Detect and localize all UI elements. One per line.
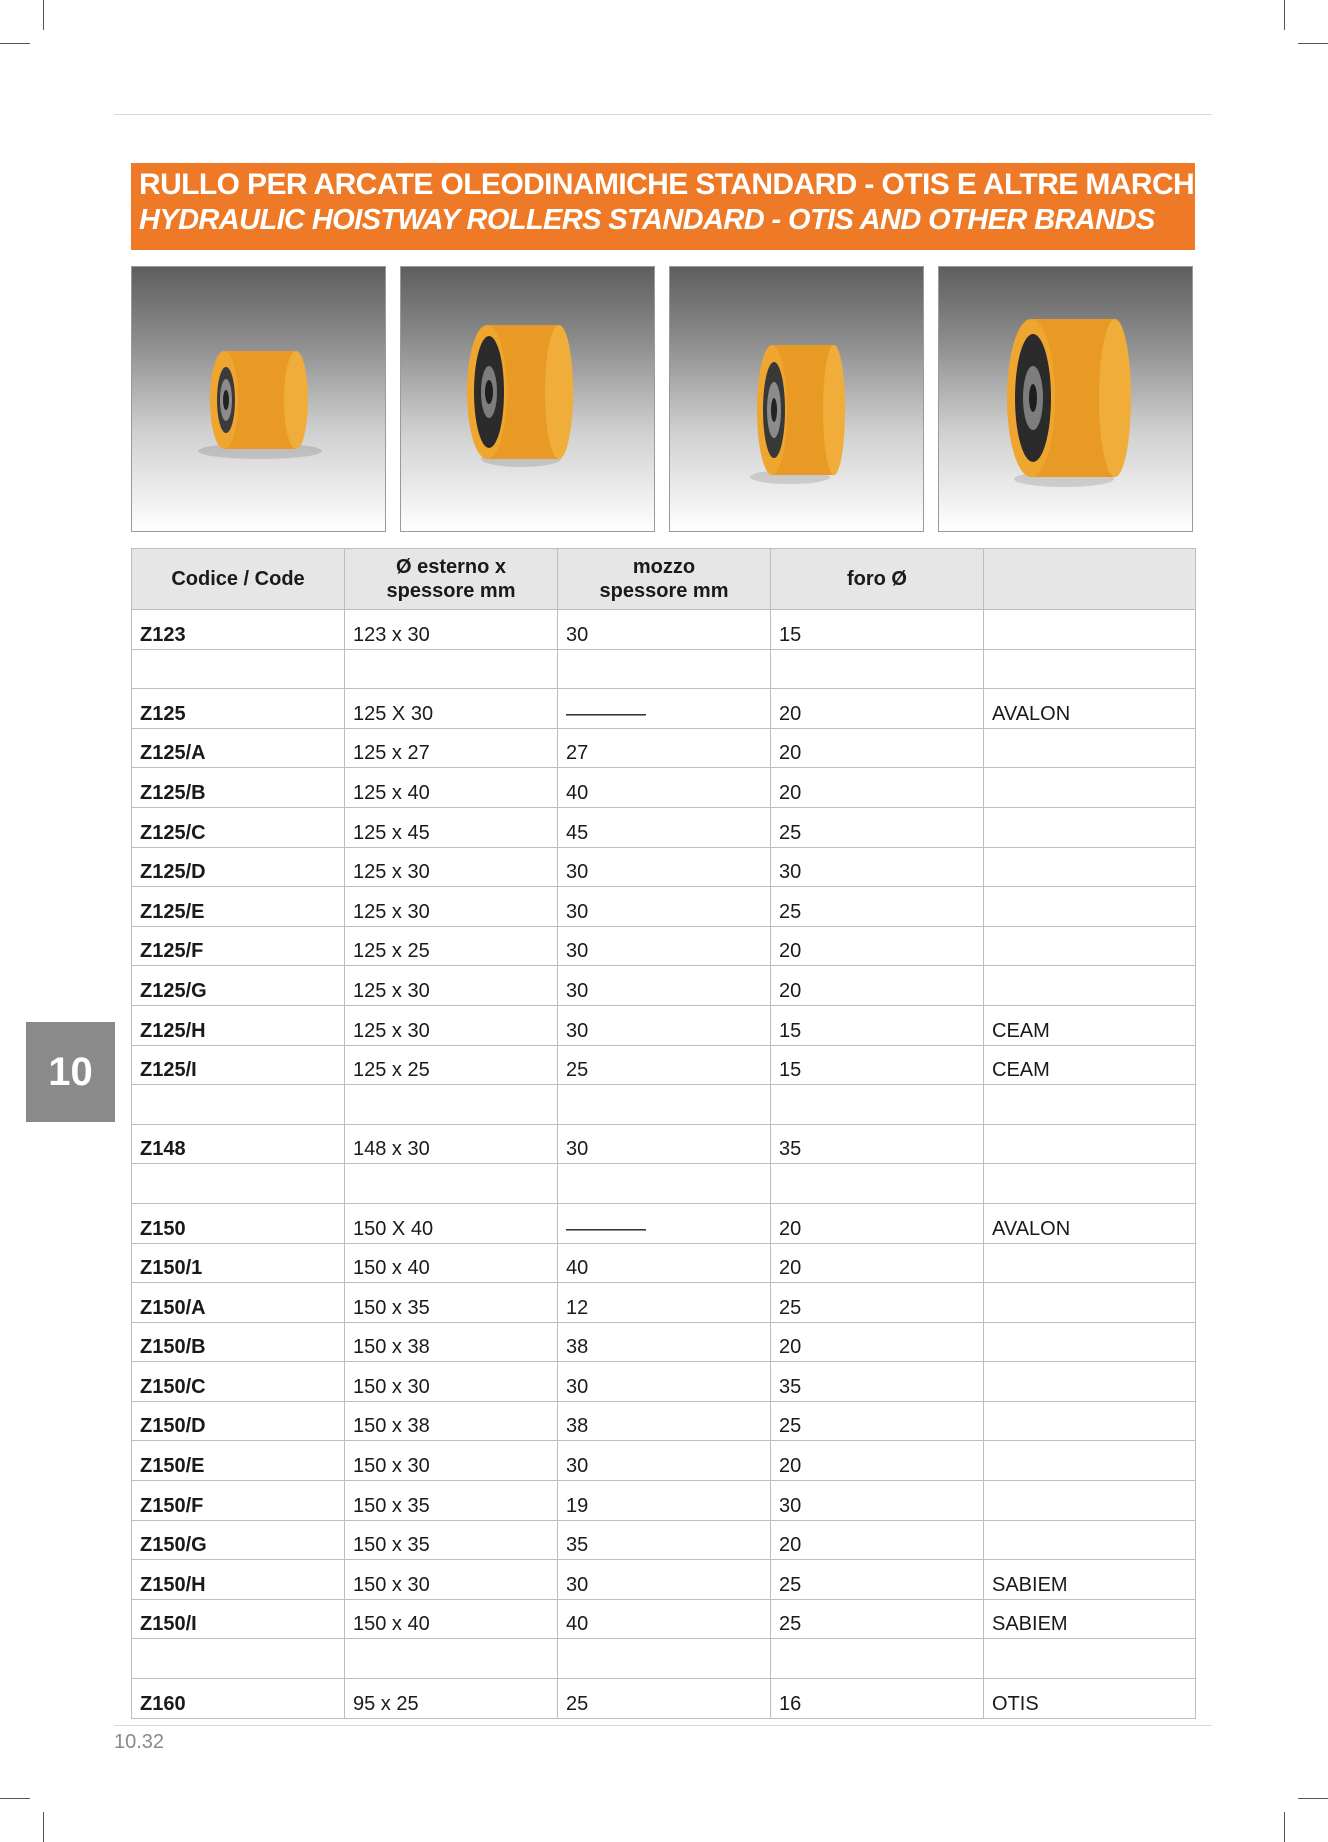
cell-code: Z125/C xyxy=(132,807,345,847)
cell-size: 150 x 38 xyxy=(345,1322,558,1362)
table-row xyxy=(132,926,1196,966)
cell-size: 95 x 25 xyxy=(345,1679,558,1719)
cell-bore: 20 xyxy=(771,1441,984,1481)
table-row xyxy=(132,1005,1196,1045)
cell-hub: 25 xyxy=(558,1679,771,1719)
cell-code: Z125/H xyxy=(132,1005,345,1045)
cell-bore: 20 xyxy=(771,1520,984,1560)
cell-hub xyxy=(558,1085,771,1125)
cell-code: Z150/I xyxy=(132,1599,345,1639)
column-header-code: Codice / Code xyxy=(132,549,345,610)
table-row xyxy=(132,1164,1196,1204)
cell-code: Z150/F xyxy=(132,1481,345,1521)
table-row xyxy=(132,1441,1196,1481)
cell-size: 150 x 30 xyxy=(345,1441,558,1481)
cell-hub: 30 xyxy=(558,610,771,650)
cell-brand xyxy=(984,610,1196,650)
table-row xyxy=(132,1085,1196,1125)
table-row xyxy=(132,768,1196,808)
cell-code: Z148 xyxy=(132,1124,345,1164)
table-row xyxy=(132,1124,1196,1164)
cell-size: 150 x 35 xyxy=(345,1481,558,1521)
cell-size: 123 x 30 xyxy=(345,610,558,650)
cell-code: Z150/G xyxy=(132,1520,345,1560)
cell-hub: 30 xyxy=(558,887,771,927)
crop-mark xyxy=(1298,43,1328,44)
cell-bore: 20 xyxy=(771,1243,984,1283)
cell-brand xyxy=(984,1164,1196,1204)
cell-bore xyxy=(771,1639,984,1679)
cell-brand xyxy=(984,1639,1196,1679)
table-row xyxy=(132,1481,1196,1521)
cell-size: 125 x 40 xyxy=(345,768,558,808)
cell-code: Z125 xyxy=(132,689,345,729)
cell-size: 125 x 30 xyxy=(345,887,558,927)
cell-hub: ———— xyxy=(558,689,771,729)
cell-hub: 19 xyxy=(558,1481,771,1521)
cell-code: Z150/H xyxy=(132,1560,345,1600)
cell-bore: 35 xyxy=(771,1124,984,1164)
cell-hub: 40 xyxy=(558,1599,771,1639)
cell-code: Z150/E xyxy=(132,1441,345,1481)
cell-bore: 30 xyxy=(771,1481,984,1521)
chapter-tab: 10 xyxy=(26,1022,115,1122)
table-row xyxy=(132,1639,1196,1679)
table-row xyxy=(132,887,1196,927)
cell-hub: 30 xyxy=(558,926,771,966)
cell-size: 150 x 30 xyxy=(345,1560,558,1600)
cell-code: Z150/A xyxy=(132,1283,345,1323)
cell-hub: 38 xyxy=(558,1322,771,1362)
cell-hub: 25 xyxy=(558,1045,771,1085)
cell-size: 125 X 30 xyxy=(345,689,558,729)
cell-brand xyxy=(984,1085,1196,1125)
cell-hub: 30 xyxy=(558,1005,771,1045)
roller-photo-icon xyxy=(670,267,924,532)
table-header-row xyxy=(132,549,1196,610)
cell-brand xyxy=(984,807,1196,847)
cell-hub: 30 xyxy=(558,1441,771,1481)
cell-bore xyxy=(771,1085,984,1125)
cell-brand: CEAM xyxy=(984,1005,1196,1045)
cell-code: Z123 xyxy=(132,610,345,650)
roller-photo-icon xyxy=(401,267,655,532)
cell-hub: 30 xyxy=(558,1362,771,1402)
cell-size xyxy=(345,1085,558,1125)
cell-brand xyxy=(984,847,1196,887)
column-header-brand xyxy=(984,549,1196,610)
cell-code: Z150/B xyxy=(132,1322,345,1362)
crop-mark xyxy=(1284,1812,1285,1842)
cell-brand xyxy=(984,649,1196,689)
crop-mark xyxy=(1284,0,1285,30)
cell-size: 125 x 25 xyxy=(345,926,558,966)
table-row xyxy=(132,1203,1196,1243)
cell-size: 150 x 35 xyxy=(345,1283,558,1323)
table-row xyxy=(132,807,1196,847)
cell-hub xyxy=(558,1164,771,1204)
cell-size: 125 x 30 xyxy=(345,847,558,887)
cell-size xyxy=(345,649,558,689)
cell-code: Z125/B xyxy=(132,768,345,808)
cell-hub: 45 xyxy=(558,807,771,847)
table-row xyxy=(132,649,1196,689)
cell-hub: 27 xyxy=(558,728,771,768)
cell-bore: 15 xyxy=(771,1005,984,1045)
cell-size: 125 x 30 xyxy=(345,966,558,1006)
cell-brand xyxy=(984,1362,1196,1402)
cell-bore xyxy=(771,649,984,689)
table-row xyxy=(132,1045,1196,1085)
cell-hub: ———— xyxy=(558,1203,771,1243)
cell-brand xyxy=(984,728,1196,768)
cell-code: Z125/D xyxy=(132,847,345,887)
cell-size: 150 x 30 xyxy=(345,1362,558,1402)
cell-bore: 25 xyxy=(771,887,984,927)
roller-photo-3 xyxy=(669,266,924,532)
cell-bore: 20 xyxy=(771,966,984,1006)
cell-code: Z150/C xyxy=(132,1362,345,1402)
table-row xyxy=(132,1599,1196,1639)
cell-bore: 20 xyxy=(771,689,984,729)
cell-bore: 20 xyxy=(771,1203,984,1243)
cell-hub: 40 xyxy=(558,768,771,808)
table-row xyxy=(132,1520,1196,1560)
cell-brand xyxy=(984,966,1196,1006)
cell-size: 150 x 40 xyxy=(345,1599,558,1639)
cell-size: 125 x 27 xyxy=(345,728,558,768)
table-row xyxy=(132,1283,1196,1323)
cell-bore: 30 xyxy=(771,847,984,887)
cell-hub: 30 xyxy=(558,1124,771,1164)
cell-brand: SABIEM xyxy=(984,1599,1196,1639)
column-header-bore: foro Ø xyxy=(771,549,984,610)
column-header-hub: mozzo spessore mm xyxy=(558,549,771,610)
cell-hub xyxy=(558,1639,771,1679)
title-italian: RULLO PER ARCATE OLEODINAMICHE STANDARD - OTIS E ALTRE MARCHE xyxy=(139,168,1214,201)
footer-rule xyxy=(114,1725,1212,1726)
cell-size xyxy=(345,1164,558,1204)
cell-hub: 40 xyxy=(558,1243,771,1283)
cell-brand xyxy=(984,1243,1196,1283)
cell-bore: 15 xyxy=(771,610,984,650)
table-row xyxy=(132,1362,1196,1402)
cell-brand xyxy=(984,1283,1196,1323)
table-row xyxy=(132,689,1196,729)
cell-hub: 30 xyxy=(558,847,771,887)
cell-hub: 35 xyxy=(558,1520,771,1560)
cell-code xyxy=(132,1085,345,1125)
cell-size: 150 x 35 xyxy=(345,1520,558,1560)
cell-size: 148 x 30 xyxy=(345,1124,558,1164)
cell-bore: 25 xyxy=(771,807,984,847)
roller-photo-icon xyxy=(939,267,1193,532)
cell-bore: 20 xyxy=(771,768,984,808)
header-rule xyxy=(114,114,1212,115)
table-row xyxy=(132,1322,1196,1362)
page-number: 10.32 xyxy=(114,1731,165,1753)
cell-brand xyxy=(984,1124,1196,1164)
cell-bore: 20 xyxy=(771,926,984,966)
title-english: HYDRAULIC HOISTWAY ROLLERS STANDARD - OTIS AND OTHER BRANDS xyxy=(139,204,1155,236)
table-row xyxy=(132,1679,1196,1719)
cell-code: Z125/F xyxy=(132,926,345,966)
cell-bore: 25 xyxy=(771,1599,984,1639)
cell-brand xyxy=(984,1441,1196,1481)
cell-code xyxy=(132,649,345,689)
cell-brand: AVALON xyxy=(984,1203,1196,1243)
cell-code: Z125/A xyxy=(132,728,345,768)
table-row xyxy=(132,966,1196,1006)
cell-brand: AVALON xyxy=(984,689,1196,729)
cell-brand xyxy=(984,1481,1196,1521)
table-row xyxy=(132,728,1196,768)
cell-code xyxy=(132,1639,345,1679)
cell-bore: 25 xyxy=(771,1283,984,1323)
cell-bore: 35 xyxy=(771,1362,984,1402)
roller-photo-2 xyxy=(400,266,655,532)
cell-bore xyxy=(771,1164,984,1204)
roller-photo-4 xyxy=(938,266,1193,532)
cell-size: 125 x 30 xyxy=(345,1005,558,1045)
cell-code: Z125/E xyxy=(132,887,345,927)
cell-size: 150 X 40 xyxy=(345,1203,558,1243)
product-photos xyxy=(131,266,1195,532)
table-row xyxy=(132,847,1196,887)
column-header-outer-diameter: Ø esterno x spessore mm xyxy=(345,549,558,610)
cell-brand xyxy=(984,926,1196,966)
cell-brand xyxy=(984,887,1196,927)
cell-brand xyxy=(984,1322,1196,1362)
title-banner xyxy=(131,163,1214,250)
cell-bore: 20 xyxy=(771,1322,984,1362)
cell-code: Z150/D xyxy=(132,1401,345,1441)
crop-mark xyxy=(43,0,44,30)
cell-brand: SABIEM xyxy=(984,1560,1196,1600)
cell-hub: 30 xyxy=(558,966,771,1006)
cell-code: Z150 xyxy=(132,1203,345,1243)
cell-size xyxy=(345,1639,558,1679)
cell-brand xyxy=(984,1401,1196,1441)
cell-bore: 20 xyxy=(771,728,984,768)
roller-photo-icon xyxy=(132,267,386,532)
table-row xyxy=(132,1560,1196,1600)
cell-size: 125 x 45 xyxy=(345,807,558,847)
cell-size: 125 x 25 xyxy=(345,1045,558,1085)
cell-bore: 25 xyxy=(771,1560,984,1600)
table-row xyxy=(132,610,1196,650)
cell-code xyxy=(132,1164,345,1204)
roller-photo-1 xyxy=(131,266,386,532)
cell-size: 150 x 40 xyxy=(345,1243,558,1283)
cell-brand: OTIS xyxy=(984,1679,1196,1719)
cell-brand xyxy=(984,1520,1196,1560)
cell-code: Z125/G xyxy=(132,966,345,1006)
cell-bore: 16 xyxy=(771,1679,984,1719)
cell-code: Z125/I xyxy=(132,1045,345,1085)
table-row xyxy=(132,1401,1196,1441)
crop-mark xyxy=(1298,1798,1328,1799)
crop-mark xyxy=(0,43,30,44)
cell-hub: 12 xyxy=(558,1283,771,1323)
cell-code: Z150/1 xyxy=(132,1243,345,1283)
cell-brand: CEAM xyxy=(984,1045,1196,1085)
crop-mark xyxy=(43,1812,44,1842)
cell-brand xyxy=(984,768,1196,808)
cell-hub: 38 xyxy=(558,1401,771,1441)
cell-size: 150 x 38 xyxy=(345,1401,558,1441)
spec-table xyxy=(131,548,1196,1719)
cell-bore: 15 xyxy=(771,1045,984,1085)
cell-hub: 30 xyxy=(558,1560,771,1600)
cell-code: Z160 xyxy=(132,1679,345,1719)
cell-hub xyxy=(558,649,771,689)
table-row xyxy=(132,1243,1196,1283)
cell-bore: 25 xyxy=(771,1401,984,1441)
crop-mark xyxy=(0,1798,30,1799)
